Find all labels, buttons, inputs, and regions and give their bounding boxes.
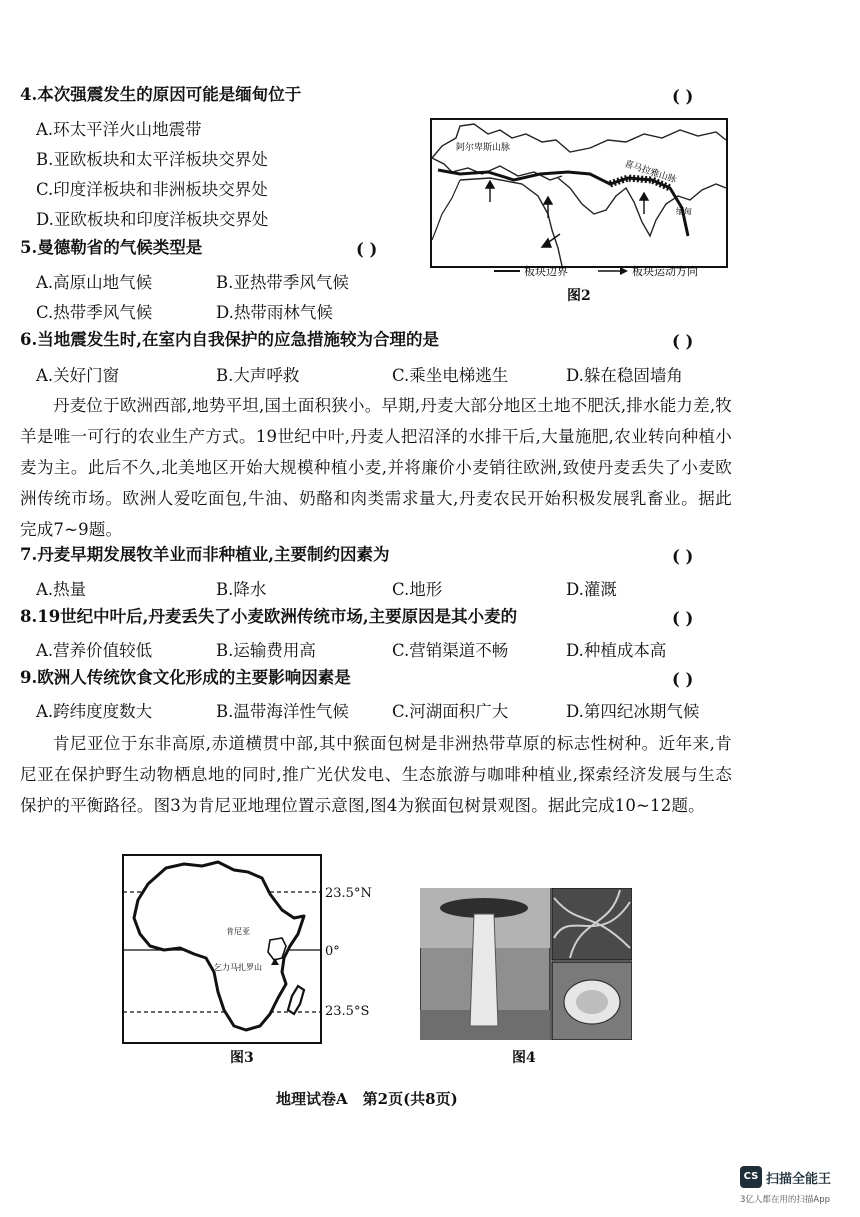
- cs-logo-icon: CS: [740, 1166, 762, 1188]
- q7-option-d: D.灌溉: [566, 580, 617, 599]
- q9-paren: ( ): [672, 670, 694, 689]
- figure-3-africa-map: [122, 854, 322, 1044]
- passage-denmark: 丹麦位于欧洲西部,地势平坦,国土面积狭小。早期,丹麦大部分地区土地不肥沃,排水能力差,牧羊是唯一可行的农业生产方式。19世纪中叶,丹麦人把沼泽的水排干后,大量施肥,农业转向种植小麦为主。此后不久,北美地区开始大规模种植小麦,并将廉价小麦销往欧洲,致使丹麦丢失了小麦欧洲传统市场。欧洲人爱吃面包,牛油、奶酪和肉类需求量大,丹麦农民开始积极发展乳畜业。据此完成7~9题。: [20, 396, 732, 539]
- q6-option-c: C.乘坐电梯逃生: [392, 366, 509, 385]
- figure-2-legend: [494, 262, 724, 280]
- label-alps: 阿尔卑斯山脉: [456, 143, 511, 153]
- figure-2-caption: 图2: [567, 288, 591, 304]
- scanner-watermark: [740, 1166, 855, 1210]
- q4-option-d: D.亚欧板块和印度洋板块交界处: [36, 210, 269, 229]
- watermark-tagline: 3亿人都在用的扫描App: [740, 1195, 831, 1205]
- baobab-branch-photo: [552, 888, 632, 960]
- figure-4-baobab-photos: [420, 888, 632, 1040]
- q8-option-c: C.营销渠道不畅: [392, 641, 509, 660]
- q5-option-c: C.热带季风气候: [36, 303, 153, 322]
- label-myanmar: 缅甸: [676, 207, 692, 216]
- watermark-brand: 扫描全能王: [766, 1172, 832, 1187]
- q9-stem: 9.欧洲人传统饮食文化形成的主要影响因素是: [20, 668, 351, 687]
- q5-option-d: D.热带雨林气候: [216, 303, 333, 322]
- q9-option-d: D.第四纪冰期气候: [566, 702, 700, 721]
- q8-paren: ( ): [672, 609, 694, 628]
- q7-option-c: C.地形: [392, 580, 443, 599]
- page-footer: 地理试卷A 第2页(共8页): [276, 1090, 458, 1108]
- legend-boundary-label: 板块边界: [524, 265, 568, 278]
- q8-stem: 8.19世纪中叶后,丹麦丢失了小麦欧洲传统市场,主要原因是其小麦的: [20, 607, 518, 626]
- label-kenya: 肯尼亚: [226, 927, 250, 936]
- q6-option-a: A.关好门窗: [36, 366, 120, 385]
- q8-option-b: B.运输费用高: [216, 641, 316, 660]
- baobab-trunk: [470, 914, 498, 1026]
- label-himalaya: 喜马拉雅山脉: [623, 159, 678, 186]
- q9-option-b: B.温带海洋性气候: [216, 702, 349, 721]
- q8-option-a: A.营养价值较低: [36, 641, 153, 660]
- q5-stem: 5.曼德勒省的气候类型是: [20, 238, 203, 257]
- q4-paren: ( ): [672, 87, 694, 106]
- legend-motion-label: 板块运动方向: [632, 265, 698, 278]
- q7-stem: 7.丹麦早期发展牧羊业而非种植业,主要制约因素为: [20, 545, 390, 564]
- figure-3-caption: 图3: [230, 1050, 254, 1066]
- q6-option-d: D.躲在稳固墙角: [566, 366, 683, 385]
- label-equator: 0°: [325, 944, 340, 959]
- figure-4-caption: 图4: [512, 1050, 536, 1066]
- label-23-5-s: 23.5°S: [325, 1004, 370, 1019]
- q9-option-c: C.河湖面积广大: [392, 702, 509, 721]
- q6-option-b: B.大声呼救: [216, 366, 300, 385]
- q5-paren: ( ): [356, 240, 378, 259]
- q8-option-d: D.种植成本高: [566, 641, 667, 660]
- q9-option-a: A.跨纬度度数大: [36, 702, 153, 721]
- label-kilimanjaro: 乞力马扎罗山: [214, 963, 262, 972]
- q5-option-b: B.亚热带季风气候: [216, 273, 349, 292]
- label-23-5-n: 23.5°N: [325, 886, 372, 901]
- q7-option-b: B.降水: [216, 580, 267, 599]
- q6-paren: ( ): [672, 332, 694, 351]
- q4-stem: 4.本次强震发生的原因可能是缅甸位于: [20, 85, 302, 104]
- q6-stem: 6.当地震发生时,在室内自我保护的应急措施较为合理的是: [20, 330, 439, 349]
- passage-kenya: 肯尼亚位于东非高原,赤道横贯中部,其中猴面包树是非洲热带草原的标志性树种。近年来,肯尼亚在保护野生动物栖息地的同时,推广光伏发电、生态旅游与咖啡种植业,探索经济发展与生态保护的平衡路径。图3为肯尼亚地理位置示意图,图4为猴面包树景观图。据此完成10~12题。: [20, 734, 732, 815]
- q4-option-b: B.亚欧板块和太平洋板块交界处: [36, 150, 268, 169]
- q7-option-a: A.热量: [36, 580, 87, 599]
- q4-option-a: A.环太平洋火山地震带: [36, 120, 202, 139]
- q4-option-c: C.印度洋板块和非洲板块交界处: [36, 180, 268, 199]
- q7-paren: ( ): [672, 547, 694, 566]
- q5-option-a: A.高原山地气候: [36, 273, 153, 292]
